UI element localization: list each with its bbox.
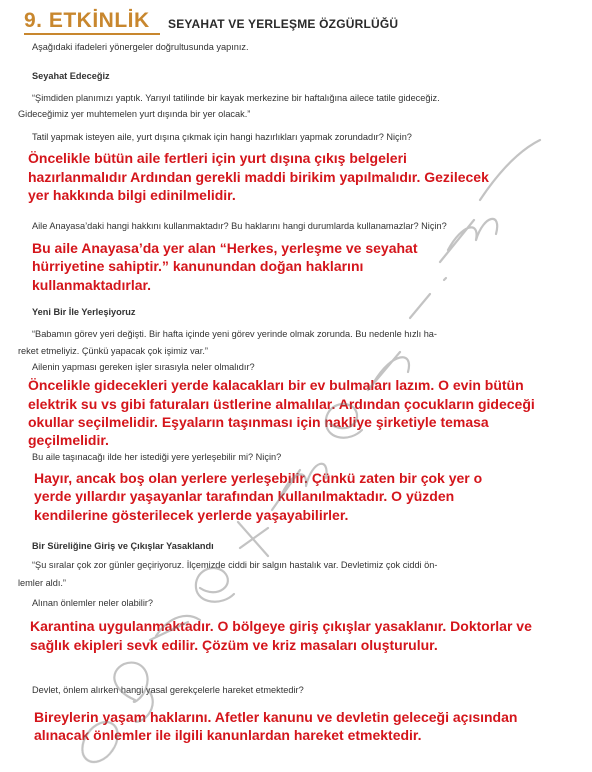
- question: Tatil yapmak isteyen aile, yurt dışına çıkmak için hangi hazırlıkları yapmak zorundadır? Niçin?: [32, 132, 412, 142]
- answer-line: sağlık ekipleri sevk edilir. Çözüm ve kriz masaları oluşturulur.: [30, 637, 438, 653]
- answer-line: hazırlanmalıdır Ardından gerekli maddi birikim yapılmalıdır. Gezilecek: [28, 169, 489, 185]
- quote-line: Gideceğimiz yer muhtemelen yurt dışında bir yer olacak.”: [18, 109, 251, 119]
- question: Alınan önlemler neler olabilir?: [32, 598, 154, 608]
- answer-line: Öncelikle bütün aile fertleri için yurt dışına çıkış belgeleri: [28, 150, 407, 166]
- question: Bu aile taşınacağı ilde her istediği yere yerleşebilir mi? Niçin?: [32, 452, 282, 462]
- answer-line: okullar seçilmelidir. Eşyaların taşınması için nakliye şirketiyle temasa: [28, 414, 489, 430]
- section-heading-quarantine: Bir Süreliğine Giriş ve Çıkışlar Yasaklandı: [32, 541, 214, 551]
- section-heading-relocation: Yeni Bir İle Yerleşiyoruz: [32, 307, 136, 317]
- answer-line: Hayır, ancak boş olan yerlere yerleşebilir. Çünkü zaten bir çok yer o: [34, 470, 483, 486]
- answer-line: yer hakkında bilgi edinilmelidir.: [28, 187, 236, 203]
- answer-line: Bu aile Anayasa’da yer alan “Herkes, yerleşme ve seyahat: [32, 240, 418, 256]
- answer-line: elektrik su vs gibi faturaları üstlerine almalılar. Ardından çocukların gideceği: [28, 396, 535, 412]
- question: Ailenin yapması gereken işler sırasıyla neler olmalıdır?: [32, 362, 255, 372]
- question: Aile Anayasa’daki hangi hakkını kullanmaktadır? Bu haklarını hangi durumlarda kullanamazlar? Niçin?: [32, 221, 447, 231]
- quote-line: “Şimdiden planımızı yaptık. Yarıyıl tatilinde bir kayak merkezine bir haftalığına ailece tatile gideceğiz.: [32, 93, 440, 103]
- answer-line: geçilmelidir.: [28, 432, 109, 448]
- answer-line: yerde yıllardır yaşayanlar tarafından kullanılmaktadır. O yüzden: [34, 488, 455, 504]
- answer-line: kendilerine gösterilecek yerlerde yaşayabilirler.: [34, 507, 349, 523]
- instructions: Aşağıdaki ifadeleri yönergeler doğrultusunda yapınız.: [32, 42, 249, 52]
- header-underline: [24, 33, 160, 35]
- answer-line: Öncelikle gidecekleri yerde kalacakları bir ev bulmaları lazım. O evin bütün: [28, 377, 524, 393]
- activity-number: 9. ETKİNLİK: [24, 9, 150, 32]
- section-heading-travel: Seyahat Edeceğiz: [32, 71, 110, 81]
- page-title: SEYAHAT VE YERLEŞME ÖZGÜRLÜĞÜ: [168, 17, 399, 31]
- answer-line: Bireylerin yaşam haklarını. Afetler kanunu ve devletin geleceği açısından: [34, 709, 518, 725]
- answer-line: hürriyetine sahiptir.” kanunundan doğan haklarını: [32, 258, 364, 274]
- quote-line: lemler aldı.”: [18, 578, 66, 588]
- answer-line: Karantina uygulanmaktadır. O bölgeye giriş çıkışlar yasaklanır. Doktorlar ve: [30, 618, 532, 634]
- quote-line: “Şu sıralar çok zor günler geçiriyoruz. İlçemizde ciddi bir salgın hastalık var. Devletimiz çok ciddi ön-: [32, 560, 438, 570]
- answer-line: kullanmaktadırlar.: [32, 277, 152, 293]
- quote-line: “Babamın görev yeri değişti. Bir hafta içinde yeni görev yerinde olmak zorunda. Bu nedenle hızlı ha-: [32, 329, 437, 339]
- quote-line: reket etmeliyiz. Çünkü yapacak çok işimiz var.”: [18, 346, 208, 356]
- question: Devlet, önlem alırken hangi yasal gerekçelerle hareket etmektedir?: [32, 685, 304, 695]
- answer-line: alınacak önlemler ile ilgili kanunlardan hareket etmektedir.: [34, 727, 422, 743]
